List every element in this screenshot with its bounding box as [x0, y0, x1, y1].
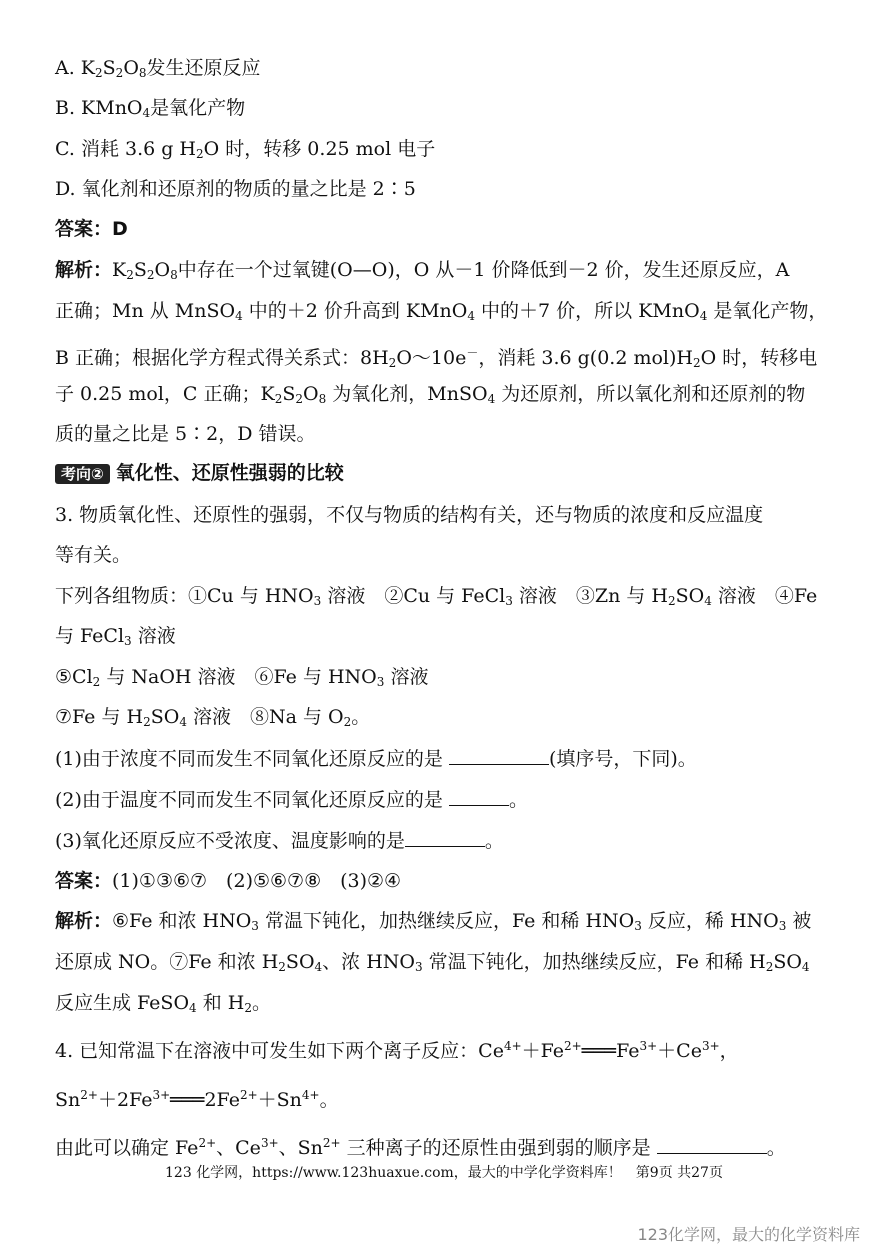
question-3-line-5: $⑤Cl_2$ 与 NaOH 溶液 ⑥Fe 与 $HNO_3$ 溶液 [55, 666, 429, 689]
question-3-part-2: (2)由于温度不同而发生不同氧化还原反应的是 。 [55, 789, 528, 811]
option-d: D. 氧化剂和还原剂的物质的量之比是 2∶5 [55, 178, 416, 200]
option-a: A. $K_2S_2O_8$发生还原反应 [55, 57, 261, 80]
question-4-line-1: 4. 已知常温下在溶液中可发生如下两个离子反应：$Ce^{4+}+Fe^{2+}═══Fe^{3+}+Ce^{3+}$， [55, 1039, 739, 1062]
watermark: 123化学网，最大的化学资料库 [637, 1225, 860, 1244]
answer-blank-2[interactable] [449, 787, 509, 806]
analysis-1-line-5: 质的量之比是 5∶2，D 错误。 [55, 423, 316, 445]
question-3-line-3: 下列各组物质：①Cu 与 $HNO_3$ 溶液 ②Cu 与 FeCl$_3$ 溶液 ③Zn 与 $H_2SO_4$ 溶液 ④Fe [55, 585, 818, 608]
option-b: B. KMnO$_4$是氧化产物 [55, 97, 246, 120]
answer-blank-3[interactable] [405, 828, 485, 847]
question-4-line-3: 由此可以确定 $Fe^{2+}$、$Ce^{3+}$、$Sn^{2+}$ 三种离子的还原性由强到弱的顺序是 。 [55, 1136, 786, 1159]
answer-1: 答案：D [55, 218, 128, 240]
section-tag: 考向② [55, 464, 110, 484]
analysis-1-line-4: 子 0.25 mol，C 正确；$K_2S_2O_8$ 为氧化剂，MnSO$_4$ 为还原剂，所以氧化剂和还原剂的物 [55, 383, 806, 406]
question-3-part-3: (3)氧化还原反应不受浓度、温度影响的是 。 [55, 830, 504, 852]
question-3-part-1: (1)由于浓度不同而发生不同氧化还原反应的是 (填序号，下同)。 [55, 748, 697, 770]
analysis-3-line-3: 反应生成 FeSO$_4$ 和 $H_2$。 [55, 992, 271, 1015]
option-c: C. 消耗 3.6 g $H_2O$ 时，转移 0.25 mol 电子 [55, 138, 436, 161]
question-4-line-2: $Sn^{2+}+2Fe^{3+}═══2Fe^{2+}+Sn^{4+}$。 [55, 1088, 339, 1111]
section-heading: 考向② 氧化性、还原性强弱的比较 [55, 461, 344, 485]
question-3-line-6: ⑦Fe 与 $H_2SO_4$ 溶液 ⑧Na 与 $O_2$。 [55, 706, 371, 729]
analysis-1-line-1: 解析：$K_2S_2O_8$中存在一个过氧键(O—O)，O 从－1 价降低到－2 价，发生还原反应，A [55, 259, 790, 282]
answer-blank-4[interactable] [657, 1135, 767, 1154]
answer-3: 答案：(1)①③⑥⑦ (2)⑤⑥⑦⑧ (3)②④ [55, 870, 402, 892]
analysis-1-line-3: B 正确；根据化学方程式得关系式：$8H_2O\sim 10e^-$，消耗 3.6 g(0.2 $mol)H_2O$ 时，转移电 [55, 346, 818, 370]
analysis-1-line-2: 正确；Mn 从 MnSO$_4$ 中的＋2 价升高到 KMnO$_4$ 中的＋7 价，所以 KMnO$_4$ 是氧化产物， [55, 300, 828, 323]
question-3-line-1: 3. 物质氧化性、还原性的强弱，不仅与物质的结构有关，还与物质的浓度和反应温度 [55, 504, 764, 526]
analysis-3-line-1: 解析：⑥Fe 和浓 $HNO_3$ 常温下钝化，加热继续反应，Fe 和稀 $HNO_3$ 反应，稀 $HNO_3$ 被 [55, 910, 812, 933]
analysis-3-line-2: 还原成 NO。⑦Fe 和浓 $H_2SO_4$、浓 $HNO_3$ 常温下钝化，加热继续反应，Fe 和稀 $H_2SO_4$ [55, 951, 810, 974]
answer-blank-1[interactable] [449, 746, 549, 765]
question-3-line-4: 与 FeCl$_3$ 溶液 [55, 625, 176, 648]
page-footer: 123 化学网，https://www.123huaxue.com，最大的中学化学资料库！ 第9页 共27页 [165, 1165, 723, 1181]
question-3-line-2: 等有关。 [55, 544, 132, 566]
